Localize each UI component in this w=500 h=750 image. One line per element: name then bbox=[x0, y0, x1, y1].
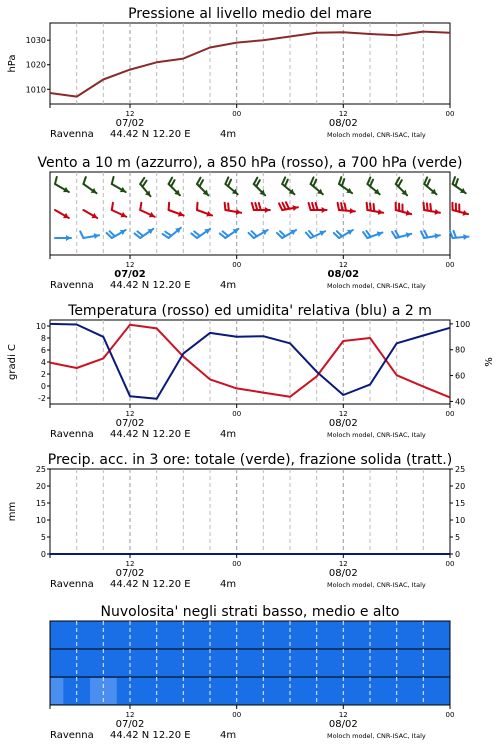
barb-feather bbox=[374, 204, 375, 211]
wind-barb-wind10m bbox=[249, 230, 268, 238]
y-tick-label-right: 100 bbox=[455, 319, 471, 329]
x-date-label: 07/02 bbox=[115, 118, 145, 129]
y-axis-label: gradi C bbox=[7, 344, 18, 380]
barb-head bbox=[350, 208, 355, 214]
barb-feather bbox=[392, 232, 396, 238]
wind-barb-wind10m bbox=[220, 229, 239, 238]
wind-barb-wind850 bbox=[279, 202, 298, 211]
model-credit: Moloch model, CNR-ISAC, Italy bbox=[327, 431, 426, 439]
panel-title: Nuvolosita' negli strati basso, medio e alto bbox=[100, 604, 400, 620]
barb-feather bbox=[453, 231, 456, 238]
wind-barb-wind10m bbox=[421, 231, 440, 239]
x-tick-label: 12 bbox=[125, 410, 135, 418]
barb-feather bbox=[112, 177, 114, 184]
barb-feather bbox=[112, 203, 113, 210]
wind-barb-wind700 bbox=[169, 178, 180, 196]
station-name: Ravenna bbox=[50, 429, 94, 440]
wind-barb-wind10m bbox=[107, 230, 126, 238]
barb-feather bbox=[370, 203, 371, 210]
barb-feather bbox=[225, 203, 226, 210]
model-credit: Moloch model, CNR-ISAC, Italy bbox=[327, 732, 426, 740]
wind-barb-wind10m bbox=[306, 231, 325, 238]
station-elevation: 4m bbox=[220, 280, 237, 291]
barb-head bbox=[66, 235, 71, 241]
y-tick-label: 10 bbox=[35, 516, 46, 525]
panel-title: Precip. acc. in 3 ore: totale (verde), frazione solida (tratt.) bbox=[47, 452, 453, 468]
barb-feather bbox=[282, 203, 285, 210]
x-date-label: 08/02 bbox=[327, 269, 360, 280]
barb-feather bbox=[80, 231, 83, 238]
x-tick-label: 00 bbox=[445, 711, 455, 719]
barb-feather bbox=[424, 177, 427, 184]
barb-feather bbox=[341, 203, 342, 210]
x-date-label: 08/02 bbox=[328, 118, 358, 129]
x-tick-label: 00 bbox=[232, 711, 242, 719]
barb-feather bbox=[225, 177, 228, 184]
wind-barb-wind700 bbox=[339, 177, 352, 193]
wind-barb-wind10m bbox=[163, 228, 181, 238]
y-axis-label: hPa bbox=[7, 54, 18, 73]
model-credit: Moloch model, CNR-ISAC, Italy bbox=[327, 131, 426, 139]
x-date-label: 08/02 bbox=[328, 418, 358, 429]
barb-feather bbox=[169, 203, 170, 210]
x-tick-label: 12 bbox=[338, 560, 348, 568]
barb-feather bbox=[421, 231, 424, 238]
model-credit: Moloch model, CNR-ISAC, Italy bbox=[327, 282, 426, 290]
wind-barb-wind850 bbox=[83, 210, 97, 218]
y-tick-label: 20 bbox=[35, 482, 46, 491]
barb-head bbox=[463, 234, 468, 240]
barb-feather bbox=[142, 181, 146, 187]
x-tick-label: 12 bbox=[125, 261, 135, 269]
barb-feather bbox=[312, 203, 314, 210]
barb-feather bbox=[55, 177, 57, 184]
y-tick-label: 2 bbox=[40, 370, 46, 379]
station-coords: 44.42 N 12.20 E bbox=[110, 129, 191, 140]
wind-barb-wind850 bbox=[140, 203, 155, 218]
y-tick-label: 15 bbox=[35, 499, 46, 508]
wind-barb-wind10m bbox=[277, 230, 296, 238]
x-tick-label: 12 bbox=[338, 110, 348, 118]
humidity-line bbox=[50, 324, 450, 399]
station-coords: 44.42 N 12.20 E bbox=[110, 280, 191, 291]
y-tick-label: 5 bbox=[40, 533, 46, 542]
y-tick-label: 10 bbox=[35, 322, 46, 331]
wind-barb-wind700 bbox=[140, 178, 150, 196]
x-tick-label: 00 bbox=[445, 110, 455, 118]
wind-barb-wind850 bbox=[169, 203, 184, 217]
y-tick-label-right: 25 bbox=[455, 465, 466, 474]
wind-barb-wind10m bbox=[191, 229, 210, 238]
wind-barb-wind700 bbox=[396, 178, 407, 196]
barb-feather bbox=[367, 177, 370, 184]
wind-barb-wind700 bbox=[282, 177, 294, 194]
barb-feather bbox=[254, 178, 258, 184]
y-tick-label: 1010 bbox=[25, 85, 46, 95]
barb-feather bbox=[342, 179, 344, 186]
wind-barb-wind700 bbox=[225, 177, 237, 194]
station-elevation: 4m bbox=[220, 579, 237, 590]
y-tick-label-right: 60 bbox=[455, 371, 466, 381]
y-tick-label: 25 bbox=[35, 465, 46, 474]
wind-barb-wind850 bbox=[338, 203, 355, 214]
barb-feather bbox=[455, 179, 457, 186]
wind-barb-wind700 bbox=[311, 177, 323, 194]
barb-feather bbox=[197, 178, 201, 184]
barb-feather bbox=[228, 180, 231, 187]
barb-feather bbox=[171, 180, 175, 186]
y-tick-label-right: 10 bbox=[455, 516, 466, 525]
wind-barb-wind700 bbox=[55, 177, 69, 192]
y-axis-label: mm bbox=[7, 501, 18, 522]
y-axis-label: % bbox=[484, 357, 495, 367]
x-tick-label: 00 bbox=[232, 261, 242, 269]
y-tick-label: 4 bbox=[40, 358, 46, 367]
barb-feather bbox=[309, 203, 311, 210]
barb-feather bbox=[427, 203, 428, 210]
x-tick-label: 00 bbox=[445, 410, 455, 418]
y-tick-label-right: 80 bbox=[455, 345, 466, 355]
panel-title: Temperatura (rosso) ed umidita' relativa (blu) a 2 m bbox=[68, 303, 432, 319]
x-date-label: 07/02 bbox=[115, 418, 145, 429]
x-date-label: 08/02 bbox=[328, 568, 358, 579]
panel-frame bbox=[50, 172, 450, 255]
x-date-label: 08/02 bbox=[328, 719, 358, 730]
station-name: Ravenna bbox=[50, 280, 94, 291]
cloud-cell-light bbox=[50, 678, 63, 704]
barb-feather bbox=[140, 203, 141, 210]
y-tick-label: 8 bbox=[40, 334, 46, 343]
wind-barb-wind850 bbox=[367, 203, 384, 215]
barb-feather bbox=[398, 180, 402, 186]
wind-barb-wind850 bbox=[55, 210, 69, 218]
wind-barb-wind10m bbox=[363, 231, 382, 238]
barb-feather bbox=[228, 203, 229, 210]
x-tick-label: 00 bbox=[445, 560, 455, 568]
station-name: Ravenna bbox=[50, 579, 94, 590]
x-tick-label: 12 bbox=[338, 261, 348, 269]
barb-feather bbox=[199, 180, 203, 186]
barb-feather bbox=[282, 177, 285, 184]
barb-feather bbox=[252, 203, 254, 210]
barb-feather bbox=[279, 203, 282, 210]
barb-feather bbox=[311, 177, 314, 184]
barb-feather bbox=[423, 203, 424, 210]
panel-frame bbox=[50, 469, 450, 554]
y-tick-label-right: 0 bbox=[455, 550, 461, 559]
x-tick-label: 00 bbox=[232, 110, 242, 118]
x-tick-label: 12 bbox=[125, 711, 135, 719]
wind-barb-wind10m bbox=[55, 235, 71, 241]
wind-barb-wind700 bbox=[453, 177, 466, 193]
y-tick-label-right: 15 bbox=[455, 499, 466, 508]
y-tick-label: 1020 bbox=[25, 60, 46, 70]
station-elevation: 4m bbox=[220, 730, 237, 741]
y-tick-label-right: 5 bbox=[455, 533, 461, 542]
barb-feather bbox=[424, 231, 427, 238]
barb-feather bbox=[345, 203, 346, 210]
wind-barb-wind850 bbox=[225, 203, 242, 215]
wind-barb-wind700 bbox=[83, 177, 96, 193]
x-tick-label: 12 bbox=[125, 560, 135, 568]
barb-feather bbox=[430, 204, 431, 211]
wind-barb-wind700 bbox=[424, 177, 436, 194]
y-tick-label-right: 20 bbox=[455, 482, 466, 491]
station-elevation: 4m bbox=[220, 429, 237, 440]
barb-feather bbox=[453, 177, 455, 184]
y-tick-label: 6 bbox=[40, 346, 46, 355]
panel-title: Vento a 10 m (azzurro), a 850 hPa (rosso), a 700 hPa (verde) bbox=[37, 155, 463, 171]
wind-barb-wind700 bbox=[112, 177, 126, 192]
x-date-label: 07/02 bbox=[115, 719, 145, 730]
wind-barb-wind10m bbox=[135, 229, 154, 238]
x-tick-label: 00 bbox=[445, 261, 455, 269]
barb-head bbox=[265, 207, 270, 213]
barb-feather bbox=[339, 177, 341, 184]
barb-feather bbox=[285, 180, 288, 187]
wind-barb-wind850 bbox=[423, 203, 440, 215]
barb-feather bbox=[313, 180, 316, 187]
barb-feather bbox=[316, 203, 318, 210]
barb-head bbox=[322, 207, 327, 213]
x-tick-label: 12 bbox=[125, 110, 135, 118]
barb-feather bbox=[338, 203, 339, 210]
wind-barb-wind700 bbox=[367, 177, 379, 194]
x-tick-label: 00 bbox=[232, 560, 242, 568]
barb-feather bbox=[427, 180, 430, 187]
y-tick-label: 0 bbox=[40, 382, 46, 391]
barb-feather bbox=[256, 180, 260, 186]
station-name: Ravenna bbox=[50, 730, 94, 741]
wind-barb-wind10m bbox=[450, 231, 469, 240]
barb-feather bbox=[163, 234, 169, 238]
wind-barb-wind700 bbox=[197, 178, 208, 196]
station-elevation: 4m bbox=[220, 129, 237, 140]
wind-barb-wind850 bbox=[396, 203, 412, 216]
x-tick-label: 12 bbox=[338, 711, 348, 719]
y-tick-label: 0 bbox=[40, 550, 46, 559]
station-coords: 44.42 N 12.20 E bbox=[110, 579, 191, 590]
pressure-line bbox=[50, 32, 450, 97]
station-coords: 44.42 N 12.20 E bbox=[110, 730, 191, 741]
wind-barb-wind850 bbox=[252, 203, 270, 213]
barb-feather bbox=[140, 178, 144, 184]
barb-feather bbox=[169, 178, 173, 184]
wind-barb-wind850 bbox=[112, 203, 127, 218]
station-coords: 44.42 N 12.20 E bbox=[110, 429, 191, 440]
barb-feather bbox=[370, 180, 373, 187]
panel-title: Pressione al livello medio del mare bbox=[128, 6, 372, 22]
barb-feather bbox=[165, 232, 171, 236]
y-tick-label: -2 bbox=[38, 394, 46, 403]
barb-feather bbox=[259, 203, 261, 210]
barb-feather bbox=[255, 203, 257, 210]
wind-barb-wind850 bbox=[309, 203, 327, 213]
barb-feather bbox=[367, 203, 368, 210]
y-tick-label: 1030 bbox=[25, 36, 46, 46]
barb-feather bbox=[395, 231, 399, 237]
wind-barb-wind10m bbox=[80, 231, 99, 239]
wind-barb-wind850 bbox=[452, 203, 468, 216]
barb-feather bbox=[197, 203, 198, 210]
x-date-label: 07/02 bbox=[115, 568, 145, 579]
x-date-label: 07/02 bbox=[114, 269, 146, 280]
barb-feather bbox=[286, 202, 289, 209]
x-tick-label: 12 bbox=[338, 410, 348, 418]
x-tick-label: 00 bbox=[232, 410, 242, 418]
station-name: Ravenna bbox=[50, 129, 94, 140]
barb-feather bbox=[83, 177, 85, 184]
y-tick-label-right: 40 bbox=[455, 397, 466, 407]
wind-barb-wind10m bbox=[392, 231, 411, 238]
model-credit: Moloch model, CNR-ISAC, Italy bbox=[327, 581, 426, 589]
